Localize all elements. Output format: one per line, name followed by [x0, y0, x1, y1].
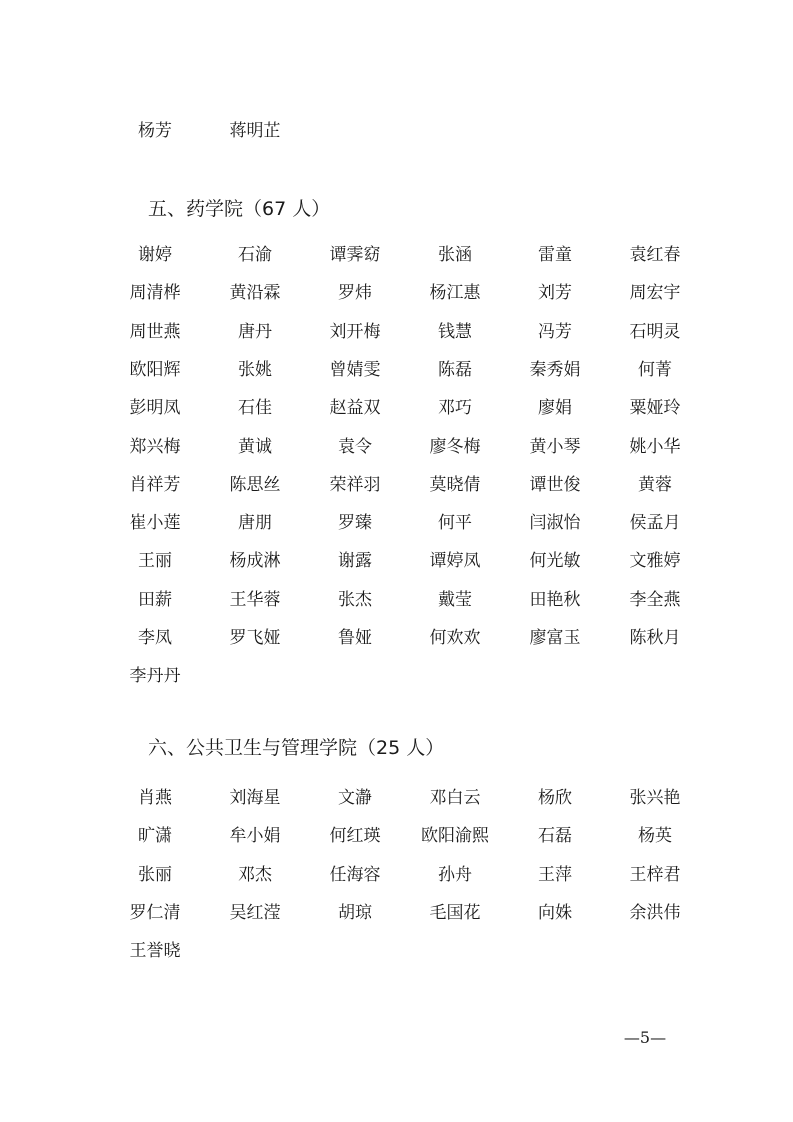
name-cell: 石明灵 — [629, 321, 681, 342]
name-cell: 何光敏 — [529, 551, 581, 572]
name-cell: 罗臻 — [338, 513, 372, 534]
name-cell: 罗飞娅 — [229, 628, 281, 648]
name-cell: 闫淑怡 — [529, 513, 581, 534]
name-cell: 蒋明芷 — [229, 121, 281, 141]
name-cell: 周世燕 — [129, 321, 181, 342]
name-cell: 袁令 — [338, 436, 372, 457]
name-cell: 秦秀娟 — [529, 359, 581, 380]
name-cell: 粟娅玲 — [629, 398, 681, 419]
name-cell: 石磊 — [538, 826, 572, 847]
name-cell: 李全燕 — [629, 589, 681, 610]
name-cell: 田薪 — [138, 589, 172, 610]
name-cell: 崔小莲 — [129, 513, 181, 534]
name-cell: 杨英 — [638, 826, 672, 847]
name-cell: 雷童 — [538, 245, 572, 265]
name-cell: 吴红滢 — [229, 902, 281, 923]
name-cell: 张兴艳 — [629, 788, 681, 808]
name-cell: 黄蓉 — [638, 474, 672, 495]
name-cell: 牟小娟 — [229, 826, 281, 847]
section-heading: 六、公共卫生与管理学院（25 人） — [148, 737, 445, 759]
name-cell: 田艳秋 — [529, 589, 581, 610]
name-cell: 张杰 — [338, 589, 372, 610]
name-cell: 王誉晓 — [129, 941, 181, 962]
name-cell: 邓巧 — [438, 398, 472, 419]
name-cell: 欧阳辉 — [129, 359, 181, 380]
name-cell: 李丹丹 — [129, 666, 181, 687]
name-cell: 谭霁窈 — [329, 245, 381, 265]
name-cell: 曾婧雯 — [329, 359, 381, 380]
name-cell: 廖冬梅 — [429, 436, 481, 457]
name-cell: 李凤 — [138, 628, 172, 648]
name-cell: 杨欣 — [538, 788, 572, 808]
name-cell: 冯芳 — [538, 321, 572, 342]
name-cell: 张姚 — [238, 359, 272, 380]
name-cell: 孙舟 — [438, 864, 472, 885]
name-cell: 郑兴梅 — [129, 436, 181, 457]
name-cell: 石渝 — [238, 245, 272, 265]
name-cell: 鲁娅 — [338, 628, 372, 648]
name-row — [0, 112, 793, 150]
name-cell: 张丽 — [138, 864, 172, 885]
name-cell: 陈秋月 — [629, 628, 681, 648]
name-cell: 姚小华 — [629, 436, 681, 457]
name-cell: 王梓君 — [629, 864, 681, 885]
name-cell: 欧阳渝熙 — [421, 826, 489, 847]
name-cell: 任海容 — [329, 864, 381, 885]
name-cell: 杨江惠 — [429, 283, 481, 304]
name-cell: 罗仁清 — [129, 902, 181, 923]
name-cell: 张涵 — [438, 245, 472, 265]
name-cell: 刘开梅 — [329, 321, 381, 342]
name-cell: 廖富玉 — [529, 628, 581, 648]
name-cell: 唐朋 — [238, 513, 272, 534]
name-cell: 肖燕 — [138, 788, 172, 808]
name-cell: 侯孟月 — [629, 513, 681, 534]
name-cell: 黄沿霖 — [229, 283, 281, 304]
name-cell: 莫晓倩 — [429, 474, 481, 495]
name-cell: 刘海星 — [229, 788, 281, 808]
name-cell: 向姝 — [538, 902, 572, 923]
name-cell: 杨芳 — [138, 121, 172, 141]
name-cell: 戴莹 — [438, 589, 472, 610]
section-heading: 五、药学院（67 人） — [148, 198, 331, 220]
name-cell: 周清桦 — [129, 283, 181, 304]
name-cell: 谢露 — [338, 551, 372, 572]
name-cell: 彭明凤 — [129, 398, 181, 419]
name-cell: 荣祥羽 — [329, 474, 381, 495]
name-cell: 余洪伟 — [629, 902, 681, 923]
name-cell: 文雅婷 — [629, 551, 681, 572]
name-cell: 肖祥芳 — [129, 474, 181, 495]
name-cell: 赵益双 — [329, 398, 381, 419]
name-cell: 钱慧 — [438, 321, 472, 342]
name-cell: 罗炜 — [338, 283, 372, 304]
name-cell: 谭世俊 — [529, 474, 581, 495]
name-cell: 毛国花 — [429, 902, 481, 923]
name-cell: 黄诚 — [238, 436, 272, 457]
name-cell: 文瀞 — [338, 788, 372, 808]
name-cell: 何欢欢 — [429, 628, 481, 648]
name-cell: 何平 — [438, 513, 472, 534]
name-cell: 何菁 — [638, 359, 672, 380]
name-cell: 陈思丝 — [229, 474, 281, 495]
name-cell: 陈磊 — [438, 359, 472, 380]
name-cell: 黄小琴 — [529, 436, 581, 457]
name-cell: 王华蓉 — [229, 589, 281, 610]
name-cell: 谭婷凤 — [429, 551, 481, 572]
name-cell: 石佳 — [238, 398, 272, 419]
name-cell: 刘芳 — [538, 283, 572, 304]
name-cell: 何红瑛 — [329, 826, 381, 847]
name-cell: 杨成淋 — [229, 551, 281, 572]
name-cell: 袁红春 — [629, 245, 681, 265]
page-number: —5— — [623, 1028, 667, 1047]
name-cell: 谢婷 — [138, 245, 172, 265]
name-cell: 唐丹 — [238, 321, 272, 342]
name-cell: 胡琼 — [338, 902, 372, 923]
name-cell: 王丽 — [138, 551, 172, 572]
name-cell: 邓白云 — [429, 788, 481, 808]
name-cell: 邓杰 — [238, 864, 272, 885]
name-cell: 王萍 — [538, 864, 572, 885]
name-cell: 旷潇 — [138, 826, 172, 847]
name-cell: 周宏宇 — [629, 283, 681, 304]
name-cell: 廖娟 — [538, 398, 572, 419]
